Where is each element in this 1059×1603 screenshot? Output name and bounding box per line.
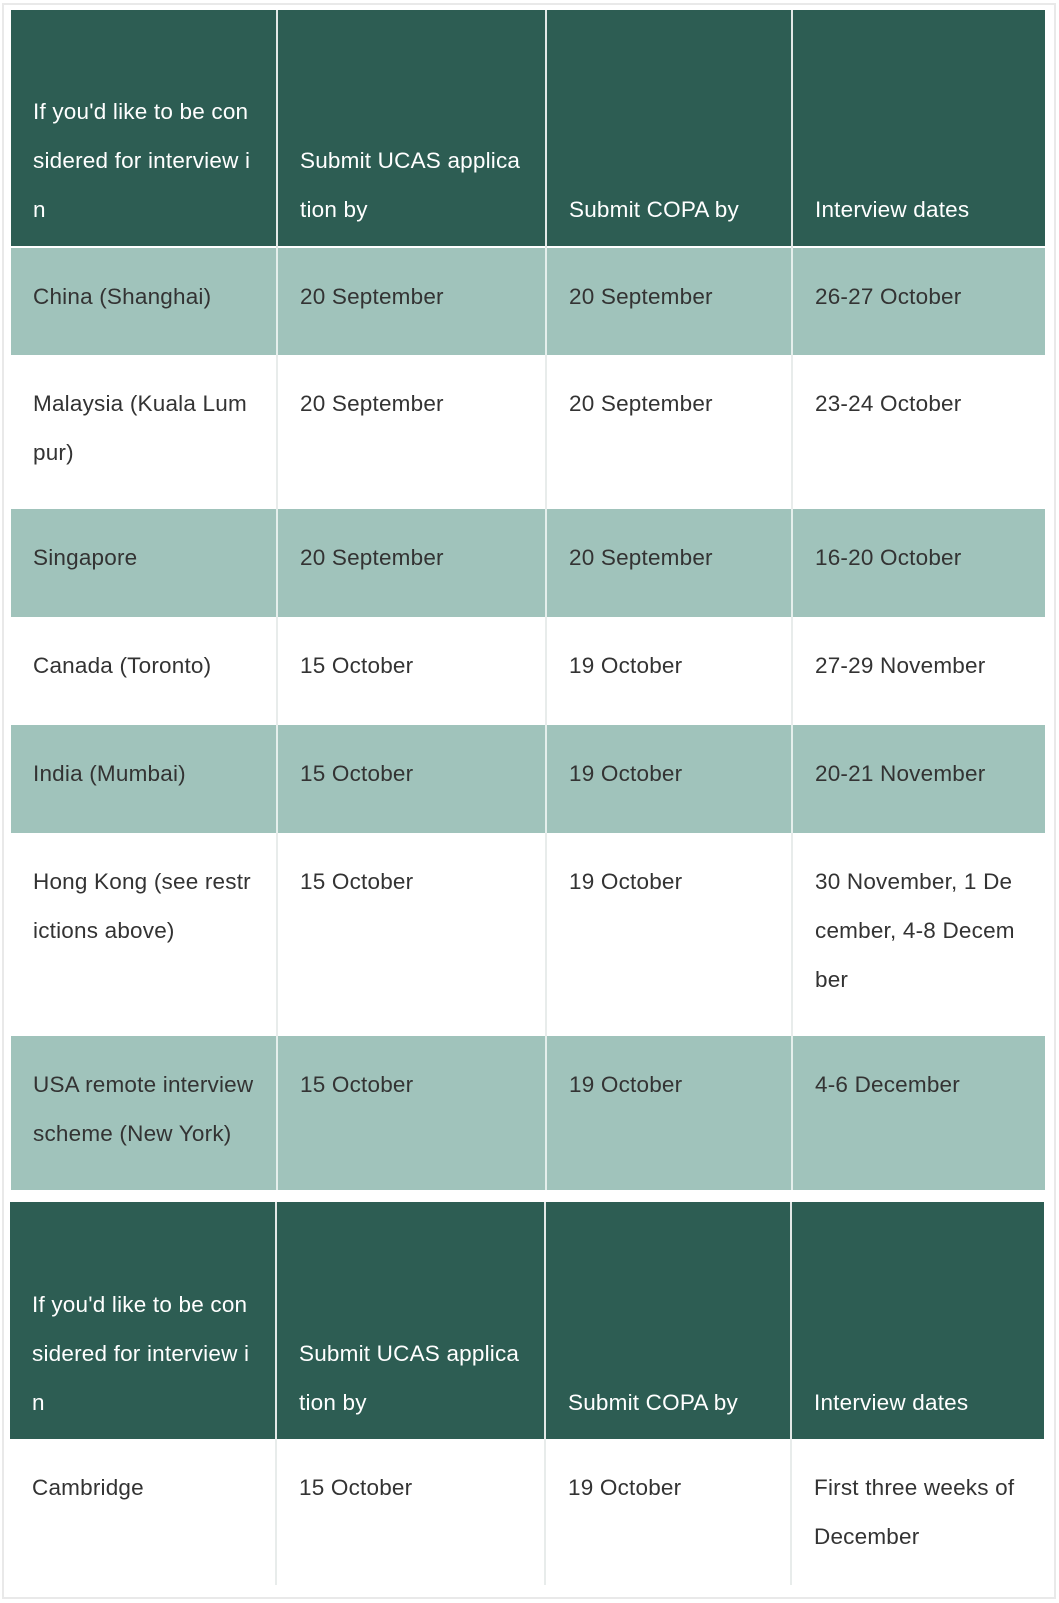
- header-interview-dates: Interview dates: [791, 1202, 1044, 1439]
- cell-copa-deadline: 20 September: [546, 509, 792, 617]
- cell-location: Singapore: [11, 509, 277, 617]
- cell-copa-deadline: 19 October: [546, 617, 792, 725]
- cell-location: Malaysia (Kuala Lumpur): [11, 355, 277, 509]
- cell-interview-dates: 30 November, 1 December, 4-8 December: [792, 833, 1045, 1036]
- header-ucas-deadline: Submit UCAS application by: [276, 1202, 545, 1439]
- header-copa-deadline: Submit COPA by: [546, 10, 792, 247]
- cell-copa-deadline: 19 October: [546, 725, 792, 833]
- cell-ucas-deadline: 20 September: [277, 247, 546, 355]
- cell-interview-dates: 27-29 November: [792, 617, 1045, 725]
- cell-interview-dates: 16-20 October: [792, 509, 1045, 617]
- table-header-row: [11, 10, 1045, 247]
- table-row: [11, 1036, 1045, 1190]
- cell-interview-dates: First three weeks of December: [791, 1439, 1044, 1585]
- cell-interview-dates: 26-27 October: [792, 247, 1045, 355]
- cell-ucas-deadline: 20 September: [277, 509, 546, 617]
- cell-location: Hong Kong (see restrictions above): [11, 833, 277, 1036]
- cell-copa-deadline: 20 September: [546, 247, 792, 355]
- header-location: If you'd like to be considered for interview in: [10, 1202, 276, 1439]
- table-header-row: [10, 1202, 1044, 1439]
- cell-interview-dates: 4-6 December: [792, 1036, 1045, 1190]
- cell-location: Canada (Toronto): [11, 617, 277, 725]
- interview-table-overseas: [11, 10, 1045, 1190]
- cell-ucas-deadline: 15 October: [277, 833, 546, 1036]
- header-interview-dates: Interview dates: [792, 10, 1045, 247]
- table-row: [11, 725, 1045, 833]
- cell-ucas-deadline: 15 October: [277, 1036, 546, 1190]
- table-row: [11, 617, 1045, 725]
- table-row: [11, 355, 1045, 509]
- cell-interview-dates: 20-21 November: [792, 725, 1045, 833]
- cell-copa-deadline: 19 October: [546, 1036, 792, 1190]
- table-row: [11, 247, 1045, 355]
- table-row: [11, 509, 1045, 617]
- cell-interview-dates: 23-24 October: [792, 355, 1045, 509]
- cell-location: China (Shanghai): [11, 247, 277, 355]
- cell-copa-deadline: 19 October: [545, 1439, 791, 1585]
- cell-copa-deadline: 19 October: [546, 833, 792, 1036]
- cell-location: USA remote interview scheme (New York): [11, 1036, 277, 1190]
- table-row: [11, 833, 1045, 1036]
- header-ucas-deadline: Submit UCAS application by: [277, 10, 546, 247]
- cell-ucas-deadline: 15 October: [277, 725, 546, 833]
- cell-location: India (Mumbai): [11, 725, 277, 833]
- interview-table-cambridge: [10, 1202, 1044, 1585]
- cell-copa-deadline: 20 September: [546, 355, 792, 509]
- header-location: If you'd like to be considered for interview in: [11, 10, 277, 247]
- cell-ucas-deadline: 20 September: [277, 355, 546, 509]
- cell-location: Cambridge: [10, 1439, 276, 1585]
- header-copa-deadline: Submit COPA by: [545, 1202, 791, 1439]
- cell-ucas-deadline: 15 October: [276, 1439, 545, 1585]
- cell-ucas-deadline: 15 October: [277, 617, 546, 725]
- table-row: [10, 1439, 1044, 1585]
